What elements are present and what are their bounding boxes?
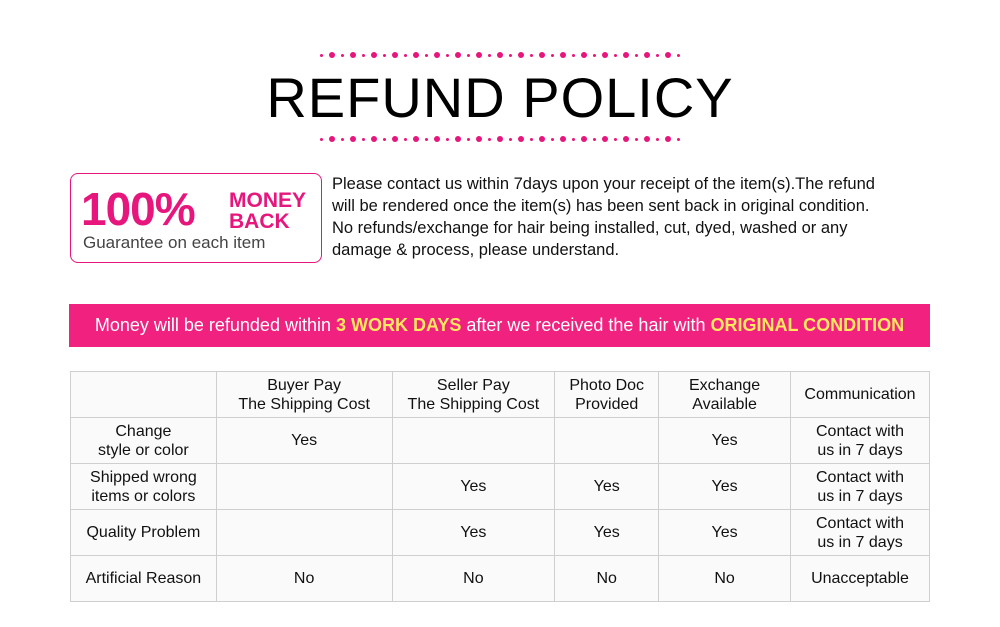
row-label: Shipped wrong items or colors [71, 464, 217, 510]
table-cell: No [555, 556, 659, 602]
row-label: Artificial Reason [71, 556, 217, 602]
badge-guarantee: Guarantee on each item [83, 233, 266, 252]
table-cell: No [216, 556, 392, 602]
communication-cell: Unacceptable [791, 556, 930, 602]
table-cell: Yes [555, 510, 659, 556]
table-cell [555, 418, 659, 464]
title-block [0, 48, 1000, 146]
table-header-row [71, 372, 930, 418]
refund-notice [332, 173, 932, 261]
table-cell: No [392, 556, 555, 602]
communication-cell: Contact with us in 7 days [791, 464, 930, 510]
header-cell: Communication [791, 372, 930, 418]
header-cell: Photo Doc Provided [555, 372, 659, 418]
header-cell: Exchange Available [659, 372, 791, 418]
table-row [71, 556, 930, 602]
page-title: REFUND POLICY [266, 66, 734, 129]
table-cell: Yes [392, 464, 555, 510]
banner-text: Money will be refunded within [94, 315, 336, 335]
money-back-badge [70, 173, 322, 263]
table-row [71, 464, 930, 510]
table-cell: No [659, 556, 791, 602]
badge-percent: 100% [81, 183, 195, 235]
table-cell: Yes [659, 418, 791, 464]
table-row [71, 510, 930, 556]
policy-table [70, 371, 930, 602]
table-cell [216, 464, 392, 510]
table-cell: Yes [659, 510, 791, 556]
table-cell: Yes [216, 418, 392, 464]
notice-line: will be rendered once the item(s) has been sent back in original condition. [332, 197, 870, 215]
table-cell [392, 418, 555, 464]
badge-money-line2: BACK [229, 210, 290, 233]
notice-line: Please contact us within 7days upon your receipt of the item(s).The refund [332, 175, 875, 193]
table-cell: Yes [392, 510, 555, 556]
communication-cell: Contact with us in 7 days [791, 418, 930, 464]
header-cell: Buyer Pay The Shipping Cost [216, 372, 392, 418]
notice-line: damage & process, please understand. [332, 241, 620, 259]
notice-line: No refunds/exchange for hair being installed, cut, dyed, washed or any [332, 219, 848, 237]
row-label: Change style or color [71, 418, 217, 464]
header-cell: Seller Pay The Shipping Cost [392, 372, 555, 418]
dot-divider-bottom [0, 132, 1000, 146]
table-cell [216, 510, 392, 556]
table-cell: Yes [555, 464, 659, 510]
table-cell: Yes [659, 464, 791, 510]
row-label: Quality Problem [71, 510, 217, 556]
table-row [71, 418, 930, 464]
badge-money-back [229, 190, 306, 232]
communication-cell: Contact with us in 7 days [791, 510, 930, 556]
badge-money-line1: MONEY [229, 189, 307, 212]
banner-highlight-days: 3 WORK DAYS [335, 315, 462, 335]
banner-highlight-condition: ORIGINAL CONDITION [710, 315, 905, 335]
banner-text: after we received the hair with [461, 315, 711, 335]
header-cell [71, 372, 217, 418]
dot-divider-top [0, 48, 1000, 62]
refund-banner [69, 304, 930, 347]
